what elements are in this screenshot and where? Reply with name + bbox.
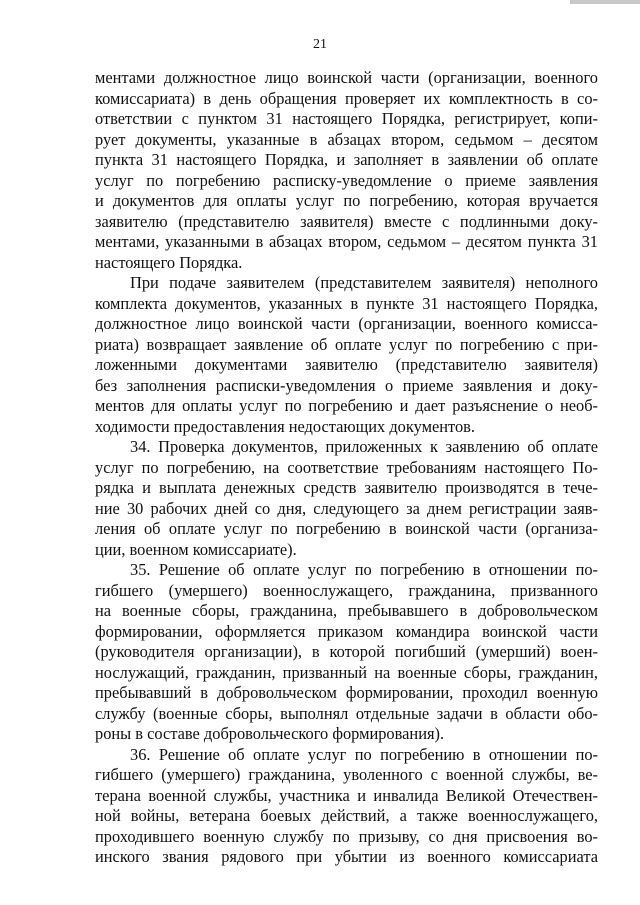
text-line: формировании, оформляется приказом командира воинской части: [95, 621, 598, 641]
text-line: службу (военные сборы, выполнял отдельные задачи в области обо-: [95, 703, 598, 723]
text-line: комплекта документов, указанных в пункте 31 настоящего Порядка,: [95, 293, 598, 313]
text-line: без заполнения расписки-уведомления о приеме заявления и доку-: [95, 375, 598, 395]
text-line: комиссариата) в день обращения проверяет их комплектность в со-: [95, 88, 598, 108]
text-line: настоящего Порядка.: [95, 252, 243, 272]
text-line: инского звания рядового при убытии из военного комиссариата: [95, 847, 598, 866]
text-line: и документов для оплаты услуг по погребению, которая вручается: [95, 191, 598, 210]
text-line: должностное лицо воинской части (организации, военного комисса-: [95, 314, 598, 333]
text-line: ной войны, ветерана боевых действий, а также военнослужащего,: [95, 806, 598, 825]
text-line: пребывавший в добровольческом формировании, проходил военную: [95, 683, 598, 702]
text-line: рует документы, указанные в абзацах втором, седьмом – десятом: [95, 129, 598, 149]
paragraph: [95, 560, 598, 745]
text-line: ментами должностное лицо воинской части (организации, военного: [95, 68, 598, 87]
text-line: пункта 31 настоящего Порядка, и заполняет в заявлении об оплате: [95, 150, 598, 169]
page-number: 21: [313, 37, 327, 52]
text-line: риата) возвращает заявление об оплате услуг по погребению с при-: [95, 334, 598, 354]
paragraph: [95, 745, 598, 868]
text-line: ментов для оплаты услуг по погребению и дает разъяснение о необ-: [95, 396, 598, 415]
document-body: [95, 68, 598, 868]
text-line: ние 30 рабочих дней со дня, следующего за днем регистрации заяв-: [95, 498, 598, 518]
text-line: (руководителя организации), в которой погибший (умерший) воен-: [95, 642, 598, 661]
text-line: проходившего военную службу по призыву, со дня присвоения во-: [95, 826, 598, 846]
text-line: услуг по погребению расписку-уведомление о приеме заявления: [95, 170, 598, 190]
text-line: на военные сборы, гражданина, пребывавшего в добровольческом: [95, 601, 598, 620]
paragraph: [95, 68, 598, 273]
scan-edge-mark: [570, 0, 640, 4]
text-line: нослужащий, гражданин, призванный на военные сборы, гражданин,: [95, 662, 598, 682]
text-line: При подаче заявителем (представителем заявителя) неполного: [130, 273, 598, 292]
text-line: заявителю (представителю заявителя) вместе с подлинными доку-: [95, 211, 598, 231]
text-line: рядка и выплата денежных средств заявителю производятся в тече-: [95, 478, 598, 497]
text-line: 35. Решение об оплате услуг по погребению в отношении по-: [130, 560, 598, 579]
text-line: гибшего (умершего) военнослужащего, гражданина, призванного: [95, 580, 598, 600]
paragraph: [95, 437, 598, 560]
text-line: роны в составе добровольческого формирования).: [95, 724, 445, 743]
text-line: ходимости предоставления недостающих документов.: [95, 416, 475, 436]
text-line: 34. Проверка документов, приложенных к заявлению об оплате: [130, 437, 598, 456]
text-line: гибшего (умершего) гражданина, уволенного с военной службы, ве-: [95, 765, 598, 784]
text-line: ответствии с пунктом 31 настоящего Порядка, регистрирует, копи-: [95, 109, 598, 128]
text-line: терана военной службы, участника и инвалида Великой Отечествен-: [95, 785, 598, 805]
text-line: ления об оплате услуг по погребению в воинской части (организа-: [95, 519, 598, 538]
text-line: ложенными документами заявителю (представителю заявителя): [95, 355, 598, 374]
text-line: 36. Решение об оплате услуг по погребению в отношении по-: [130, 744, 598, 764]
text-line: ментами, указанными в абзацах втором, седьмом – десятом пункта 31: [95, 232, 598, 251]
text-line: услуг по погребению, на соответствие требованиям настоящего По-: [95, 457, 598, 477]
paragraph: [95, 273, 598, 437]
text-line: ции, военном комиссариате).: [95, 539, 297, 559]
